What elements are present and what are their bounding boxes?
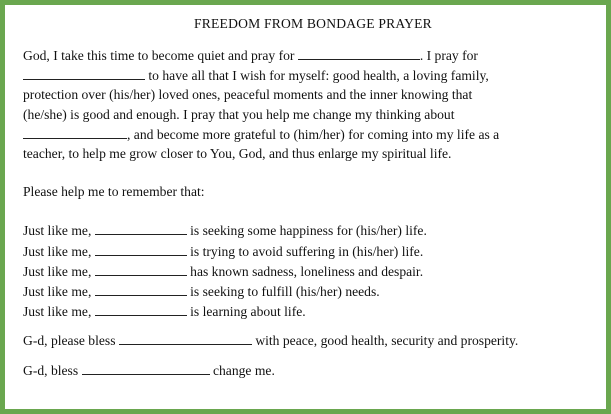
prayer-line-3: protection over (his/her) loved ones, peaceful moments and the inner knowing that — [23, 87, 473, 103]
bless-blank-2[interactable] — [82, 360, 210, 375]
remember-line: Please help me to remember that: — [23, 184, 205, 200]
just-like-me-line-5: Just like me, is learning about life. — [23, 301, 603, 321]
prayer-line-5: , and become more grateful to (him/her) for coming into my life as a — [23, 124, 603, 144]
just-like-me-line-1: Just like me, is seeking some happiness for (his/her) life. — [23, 220, 603, 240]
bless-line-2: G-d, bless change me. — [23, 360, 603, 380]
bless-line-1: G-d, please bless with peace, good health, security and prosperity. — [23, 330, 603, 350]
jlm-blank-3[interactable] — [95, 261, 187, 276]
name-blank-3[interactable] — [23, 124, 127, 139]
just-like-me-line-3: Just like me, has known sadness, loneliness and despair. — [23, 261, 603, 281]
prayer-content — [23, 15, 603, 380]
jlm-blank-1[interactable] — [95, 220, 187, 235]
name-blank-2[interactable] — [23, 65, 145, 80]
just-like-me-line-2: Just like me, is trying to avoid suffering in (his/her) life. — [23, 241, 603, 261]
jlm-blank-4[interactable] — [95, 281, 187, 296]
prayer-line-4: (he/she) is good and enough. I pray that you help me change my thinking about — [23, 106, 455, 122]
jlm-blank-2[interactable] — [95, 241, 187, 256]
page-title: FREEDOM FROM BONDAGE PRAYER — [194, 16, 432, 31]
prayer-line-6: teacher, to help me grow closer to You, God, and thus enlarge my spiritual life. — [23, 146, 452, 162]
jlm-blank-5[interactable] — [95, 301, 187, 316]
prayer-line-1: God, I take this time to become quiet and pray for . I pray for — [23, 45, 603, 65]
just-like-me-line-4: Just like me, is seeking to fulfill (his/her) needs. — [23, 281, 603, 301]
name-blank-1[interactable] — [298, 45, 420, 60]
prayer-line-2: to have all that I wish for myself: good health, a loving family, — [23, 65, 603, 85]
bless-blank-1[interactable] — [119, 330, 252, 345]
